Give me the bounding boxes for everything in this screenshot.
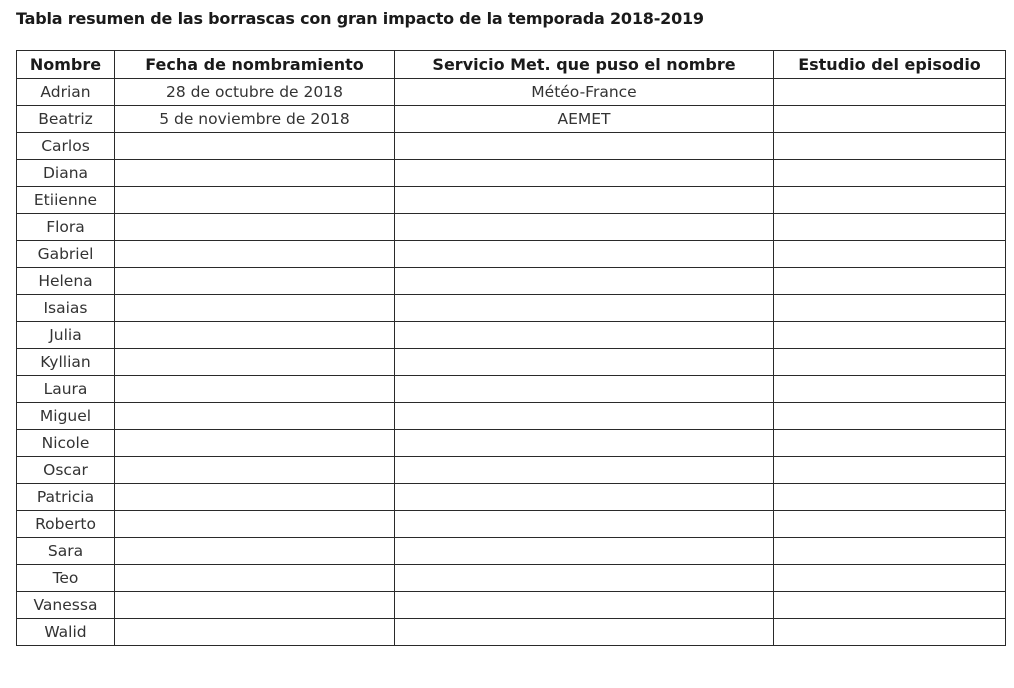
cell-fecha (115, 268, 395, 295)
cell-estudio (774, 106, 1006, 133)
column-header-servicio: Servicio Met. que puso el nombre (395, 51, 774, 79)
table-row (17, 214, 1006, 241)
cell-estudio (774, 214, 1006, 241)
table-row (17, 565, 1006, 592)
cell-estudio (774, 619, 1006, 646)
cell-fecha (115, 214, 395, 241)
cell-fecha (115, 430, 395, 457)
table-row (17, 187, 1006, 214)
table-row (17, 106, 1006, 133)
cell-fecha (115, 511, 395, 538)
table-row (17, 538, 1006, 565)
cell-nombre: Miguel (17, 403, 115, 430)
cell-nombre: Gabriel (17, 241, 115, 268)
cell-fecha (115, 619, 395, 646)
cell-estudio (774, 376, 1006, 403)
table-row (17, 592, 1006, 619)
table-row (17, 133, 1006, 160)
table-row (17, 295, 1006, 322)
cell-nombre: Etiienne (17, 187, 115, 214)
cell-fecha (115, 538, 395, 565)
storm-summary-table (16, 50, 1006, 646)
cell-fecha (115, 241, 395, 268)
cell-estudio (774, 268, 1006, 295)
cell-estudio (774, 484, 1006, 511)
cell-fecha (115, 322, 395, 349)
cell-estudio (774, 160, 1006, 187)
cell-estudio (774, 511, 1006, 538)
cell-fecha (115, 295, 395, 322)
cell-estudio (774, 403, 1006, 430)
column-header-nombre: Nombre (17, 51, 115, 79)
cell-nombre: Carlos (17, 133, 115, 160)
cell-estudio (774, 79, 1006, 106)
cell-nombre: Teo (17, 565, 115, 592)
table-row (17, 484, 1006, 511)
table-row (17, 403, 1006, 430)
cell-nombre: Patricia (17, 484, 115, 511)
cell-servicio (395, 376, 774, 403)
cell-estudio (774, 592, 1006, 619)
cell-servicio (395, 160, 774, 187)
cell-servicio (395, 619, 774, 646)
cell-estudio (774, 538, 1006, 565)
cell-nombre: Adrian (17, 79, 115, 106)
cell-estudio (774, 133, 1006, 160)
column-header-fecha: Fecha de nombramiento (115, 51, 395, 79)
cell-estudio (774, 565, 1006, 592)
cell-nombre: Vanessa (17, 592, 115, 619)
cell-fecha (115, 160, 395, 187)
column-header-estudio: Estudio del episodio (774, 51, 1006, 79)
cell-servicio: Météo-France (395, 79, 774, 106)
cell-nombre: Isaias (17, 295, 115, 322)
cell-nombre: Beatriz (17, 106, 115, 133)
cell-servicio (395, 133, 774, 160)
cell-fecha (115, 403, 395, 430)
table-row (17, 241, 1006, 268)
cell-servicio (395, 592, 774, 619)
cell-nombre: Oscar (17, 457, 115, 484)
cell-servicio (395, 322, 774, 349)
cell-nombre: Julia (17, 322, 115, 349)
table-row (17, 619, 1006, 646)
table-row (17, 160, 1006, 187)
table-row (17, 511, 1006, 538)
cell-fecha (115, 349, 395, 376)
cell-nombre: Helena (17, 268, 115, 295)
cell-servicio (395, 484, 774, 511)
cell-servicio (395, 430, 774, 457)
cell-servicio (395, 241, 774, 268)
table-row (17, 430, 1006, 457)
cell-nombre: Laura (17, 376, 115, 403)
cell-estudio (774, 322, 1006, 349)
table-row (17, 322, 1006, 349)
cell-servicio (395, 457, 774, 484)
cell-nombre: Walid (17, 619, 115, 646)
table-row (17, 349, 1006, 376)
cell-fecha: 28 de octubre de 2018 (115, 79, 395, 106)
cell-estudio (774, 430, 1006, 457)
cell-nombre: Kyllian (17, 349, 115, 376)
cell-estudio (774, 187, 1006, 214)
table-body (17, 79, 1006, 646)
cell-nombre: Roberto (17, 511, 115, 538)
cell-fecha (115, 133, 395, 160)
cell-servicio (395, 295, 774, 322)
cell-fecha (115, 187, 395, 214)
table-header-row (17, 51, 1006, 79)
page-title: Tabla resumen de las borrascas con gran impacto de la temporada 2018-2019 (16, 9, 704, 28)
cell-fecha: 5 de noviembre de 2018 (115, 106, 395, 133)
cell-servicio (395, 214, 774, 241)
cell-estudio (774, 457, 1006, 484)
cell-estudio (774, 295, 1006, 322)
cell-estudio (774, 349, 1006, 376)
cell-servicio: AEMET (395, 106, 774, 133)
cell-nombre: Nicole (17, 430, 115, 457)
cell-servicio (395, 349, 774, 376)
table-row (17, 79, 1006, 106)
cell-fecha (115, 457, 395, 484)
cell-fecha (115, 376, 395, 403)
cell-servicio (395, 538, 774, 565)
cell-servicio (395, 268, 774, 295)
cell-estudio (774, 241, 1006, 268)
cell-nombre: Diana (17, 160, 115, 187)
cell-servicio (395, 403, 774, 430)
cell-fecha (115, 565, 395, 592)
cell-servicio (395, 187, 774, 214)
cell-servicio (395, 565, 774, 592)
cell-nombre: Sara (17, 538, 115, 565)
cell-fecha (115, 484, 395, 511)
table-row (17, 376, 1006, 403)
cell-fecha (115, 592, 395, 619)
cell-nombre: Flora (17, 214, 115, 241)
cell-servicio (395, 511, 774, 538)
table-row (17, 268, 1006, 295)
table-row (17, 457, 1006, 484)
